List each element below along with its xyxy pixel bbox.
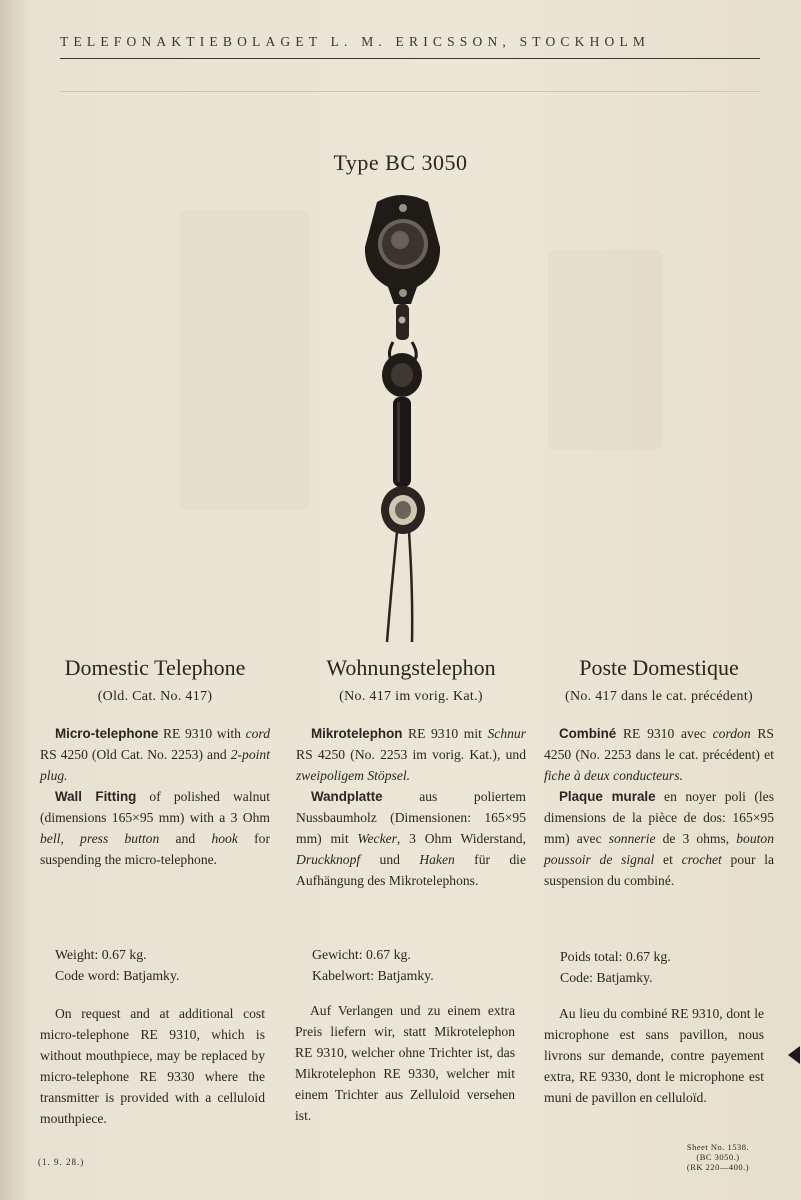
- french-weight-block: [560, 946, 671, 988]
- wall-telephone-illustration: [355, 192, 450, 647]
- french-term: Combiné: [558, 726, 617, 741]
- english-text: for suspending the micro-telephone.: [40, 831, 270, 867]
- sheet-reference: [676, 1142, 760, 1172]
- german-term-italic: zweipoligem Stöpsel.: [296, 768, 411, 783]
- english-title: Domestic Telephone: [64, 655, 246, 680]
- french-term: Plaque murale: [558, 789, 656, 804]
- english-text: RS 4250 (Old Cat. No. 2253) and: [40, 747, 231, 762]
- german-term-italic: Haken: [419, 852, 455, 867]
- german-title: Wohnungstelephon: [326, 655, 496, 680]
- page-edge-tab-icon: [788, 1046, 800, 1064]
- german-text: und: [360, 852, 420, 867]
- company-header: TELEFONAKTIEBOLAGET L. M. ERICSSON, STOCKHOLM: [60, 34, 651, 49]
- header-rule-shadow: [60, 91, 760, 92]
- french-text: en noyer poli (les dimensions de la pièce de dos: 165×95 mm) avec: [544, 789, 774, 846]
- english-column: [40, 655, 270, 870]
- german-subtitle: (No. 417 im vorig. Kat.): [339, 689, 483, 704]
- french-term-italic: sonnerie: [608, 831, 656, 846]
- french-term-italic: cordon: [712, 726, 751, 741]
- german-term: Wandplatte: [310, 789, 383, 804]
- english-term-italic: bell, press button: [40, 831, 160, 846]
- english-term-italic: cord: [245, 726, 270, 741]
- german-term: Mikrotelephon: [310, 726, 403, 741]
- french-term-italic: fiche à deux conducteurs.: [544, 768, 683, 783]
- english-term: Wall Fitting: [54, 789, 137, 804]
- german-term-italic: Wecker: [357, 831, 397, 846]
- german-wandplatte-paragraph: [296, 786, 526, 891]
- french-code-word: Code: Batjamky.: [560, 970, 653, 985]
- german-text: , 3 Ohm Widerstand,: [396, 831, 526, 846]
- english-code-word: Code word: Batjamky.: [55, 968, 180, 983]
- french-term-italic: crochet: [681, 852, 722, 867]
- french-combine-paragraph: [544, 723, 774, 786]
- english-term-italic: 2-point plug.: [40, 747, 270, 783]
- print-date: (1. 9. 28.): [38, 1157, 85, 1167]
- english-note: On request and at additional cost micro-telephone RE 9310, which is without mouthpiece, may be replaced by micro-telephone RE 9330 where the transmitter is provided with a celluloid mouthpiece.: [40, 1006, 265, 1126]
- english-weight: Weight: 0.67 kg.: [55, 947, 147, 962]
- english-text: and: [159, 831, 212, 846]
- french-note: Au lieu du combiné RE 9310, dont le microphone est sans pavillon, nous livrons sur demande, contre payement extra, RE 9330, dont le microphone est muni de pavillon en celluloïd.: [544, 1006, 764, 1105]
- german-weight-block: [312, 944, 434, 986]
- english-micro-telephone-paragraph: [40, 723, 270, 786]
- german-text: RS 4250 (No. 2253 im vorig. Kat.), und: [296, 747, 526, 762]
- sheet-rk-code: (RK 220—400.): [686, 1162, 750, 1172]
- german-mikrotelephon-paragraph: [296, 723, 526, 786]
- english-text: RE 9310 with: [158, 726, 246, 741]
- french-text: et: [654, 852, 682, 867]
- french-weight: Poids total: 0.67 kg.: [560, 949, 671, 964]
- type-title: Type BC 3050: [333, 150, 468, 175]
- sheet-number: Sheet No. 1538.: [686, 1142, 750, 1152]
- french-column: [544, 655, 774, 891]
- bleed-through-shadow: [548, 250, 663, 450]
- bleed-through-shadow: [180, 210, 310, 510]
- french-subtitle: (No. 417 dans le cat. précédent): [564, 689, 754, 704]
- french-plaque-murale-paragraph: [544, 786, 774, 891]
- german-text: aus poliertem Nussbaumholz (Dimensionen: 165×95 mm) mit: [296, 789, 526, 846]
- header-rule: [60, 58, 760, 59]
- german-text: RE 9310 mit: [402, 726, 488, 741]
- french-term-italic: bouton poussoir de signal: [544, 831, 774, 867]
- english-weight-block: [55, 944, 179, 986]
- english-wall-fitting-paragraph: [40, 786, 270, 870]
- german-term-italic: Druckknopf: [296, 852, 361, 867]
- german-code-word: Kabelwort: Batjamky.: [312, 968, 434, 983]
- french-text: pour la suspension du combiné.: [544, 852, 774, 888]
- english-term-italic: hook: [211, 831, 238, 846]
- german-note: Auf Verlangen und zu einem extra Preis liefern wir, statt Mikrotelephon RE 9310, welcher ohne Trichter ist, das Mikrotelephon RE 9330, welcher mit einem Trichter aus Zelluloid versehen ist.: [295, 1003, 515, 1123]
- sheet-type-code: (BC 3050.): [696, 1152, 740, 1162]
- english-subtitle: (Old. Cat. No. 417): [97, 689, 213, 704]
- german-column: [296, 655, 526, 891]
- english-term: Micro-telephone: [54, 726, 159, 741]
- french-text: RS 4250 (No. 2253 dans le cat. précédent) et: [544, 726, 774, 762]
- french-text: de 3 ohms,: [655, 831, 737, 846]
- german-term-italic: Schnur: [487, 726, 526, 741]
- french-title: Poste Domestique: [579, 655, 739, 680]
- german-text: für die Aufhängung des Mikrotelephons.: [296, 852, 526, 888]
- german-weight: Gewicht: 0.67 kg.: [312, 947, 411, 962]
- english-text: of polished walnut (dimensions 165×95 mm) with a 3 Ohm: [40, 789, 270, 825]
- french-text: RE 9310 avec: [616, 726, 713, 741]
